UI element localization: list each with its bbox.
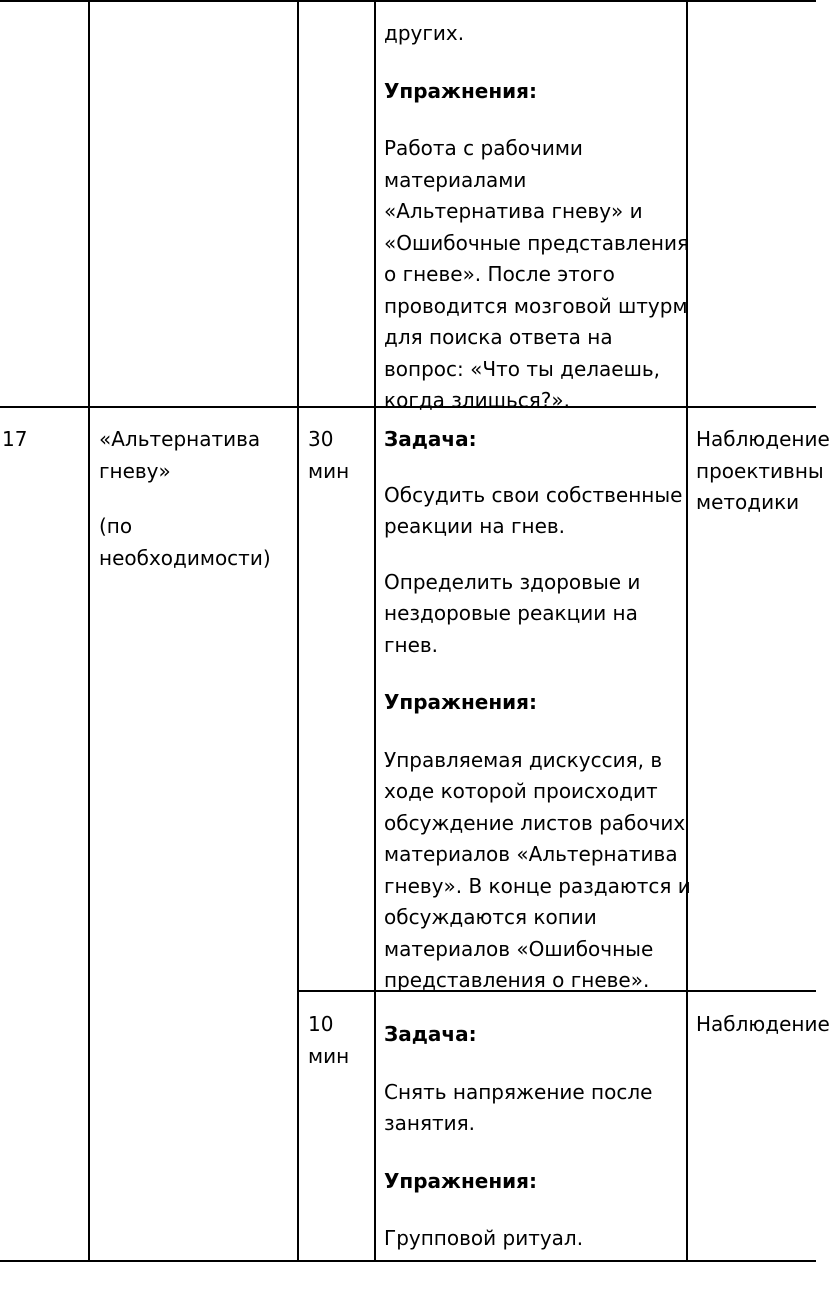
session-note-line: (по xyxy=(99,514,133,538)
duration-value: 30 xyxy=(308,427,334,451)
task-label: Задача: xyxy=(384,427,477,451)
column-divider-1 xyxy=(88,0,90,1262)
methods-cell-2 xyxy=(696,1009,830,1041)
prev-exercises-line: о гневе». После этого xyxy=(384,262,615,286)
methods-cell-1 xyxy=(696,424,830,519)
exercises-label: Упражнения: xyxy=(384,690,538,714)
task-line: гнев. xyxy=(384,632,439,657)
exercises-line: обсуждаются копии xyxy=(384,905,597,929)
prev-exercises-line: «Альтернатива гневу» и xyxy=(384,199,643,223)
session-title-line: гневу» xyxy=(99,458,171,483)
exercises-line: Групповой ритуал. xyxy=(384,1226,584,1250)
session-title-cell xyxy=(99,424,271,574)
duration-unit: мин xyxy=(308,458,350,483)
duration-value: 10 xyxy=(308,1012,334,1036)
methods-line: методики xyxy=(696,490,800,514)
table-top-border xyxy=(0,0,816,2)
prev-exercises-line: «Ошибочные представления xyxy=(384,230,689,255)
session-title-line: «Альтернатива xyxy=(99,427,261,451)
task-line: Определить здоровые и xyxy=(384,569,641,594)
prev-exercises-line: когда злишься?». xyxy=(384,388,571,412)
exercises-line: материалов «Альтернатива xyxy=(384,842,678,866)
duration-cell-2 xyxy=(308,1009,349,1072)
task-line: Обсудить свои собственные xyxy=(384,482,683,507)
task-line: нездоровые реакции на xyxy=(384,601,638,625)
prev-content-tail: других. xyxy=(384,21,465,45)
task-label: Задача: xyxy=(384,1022,477,1046)
row-number: 17 xyxy=(2,427,28,451)
prev-exercises-line: материалами xyxy=(384,167,527,192)
prev-exercises-line: для поиска ответа на xyxy=(384,325,613,349)
content-cell-1 xyxy=(384,424,691,997)
exercises-line: Управляемая дискуссия, в xyxy=(384,747,663,772)
task-line: Снять напряжение после xyxy=(384,1079,653,1104)
prev-exercises-line: Работа с рабочими xyxy=(384,136,583,160)
prev-exercises-line: вопрос: «Что ты делаешь, xyxy=(384,356,661,381)
prev-exercises-line: проводится мозговой штурм xyxy=(384,293,688,318)
session-note-line: необходимости) xyxy=(99,545,271,570)
exercises-label: Упражнения: xyxy=(384,1168,538,1193)
duration-cell-1 xyxy=(308,424,349,487)
exercises-line: ходе которой происходит xyxy=(384,779,658,803)
column-divider-3 xyxy=(374,0,376,1262)
prev-exercises-label: Упражнения: xyxy=(384,78,538,103)
prev-content-cell xyxy=(384,18,689,417)
row-number-cell xyxy=(2,424,27,456)
content-cell-2 xyxy=(384,1019,652,1255)
exercises-line: представления о гневе». xyxy=(384,968,650,992)
exercises-line: материалов «Ошибочные xyxy=(384,936,654,961)
methods-line: Наблюдение xyxy=(696,1012,830,1036)
exercises-line: гневу». В конце раздаются и xyxy=(384,873,691,898)
methods-line: Наблюдение xyxy=(696,427,830,451)
exercises-line: обсуждение листов рабочих xyxy=(384,810,686,835)
column-divider-2 xyxy=(297,0,299,1262)
task-line: занятия. xyxy=(384,1111,476,1135)
task-line: реакции на гнев. xyxy=(384,514,566,538)
table-bottom-border xyxy=(0,1260,816,1262)
methods-line: проективны xyxy=(696,458,824,483)
duration-unit: мин xyxy=(308,1043,350,1068)
